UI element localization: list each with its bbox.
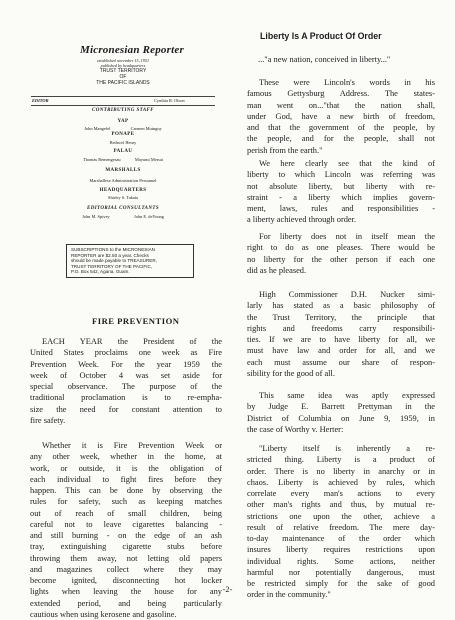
text-line: extended period, and being particularly: [30, 598, 222, 608]
text-line: This same idea was aptly expressed: [259, 391, 435, 400]
consultants-heading: EDITORIAL CONSULTANTS: [86, 206, 160, 212]
masthead-rule-bottom: [31, 105, 215, 106]
text-line: strictions one upon the other, achieve a: [247, 511, 435, 521]
text-line: under God, have a new birth of freedom,: [247, 111, 435, 121]
text-line: rights and freedoms carry responsibili-: [247, 323, 435, 333]
text-line: must have law and order for all, and we: [247, 346, 435, 356]
text-line: famous Gettysburg Address. The states-: [247, 89, 435, 99]
text-line: order in the community.": [247, 590, 331, 600]
text-line: to-day maintenance of the order which: [247, 534, 435, 543]
text-line: "Liberty itself is inherently a re-: [259, 444, 435, 453]
subscription-box: [66, 244, 194, 278]
text-line: size the need for constant attention to: [30, 404, 222, 414]
text-line: work, or outside, it is the obligation of: [30, 463, 222, 473]
liberty-paragraph-4: [247, 289, 435, 379]
text-line: cautious when using kerosene and gasoline.: [30, 609, 177, 619]
ponape-name: Bethwel Henry: [109, 140, 137, 146]
text-line: sibility for the good of all.: [247, 368, 335, 378]
text-line: District of Columbia on June 9, 1959, in: [247, 413, 435, 423]
yap-names: [31, 126, 215, 131]
text-line: stricted thing. Liberty is a product of: [247, 455, 435, 465]
text-line: High Commissioner D.H. Nucker simi-: [259, 290, 435, 299]
yap-name-1: John Mangefel: [84, 126, 111, 131]
masthead-info: [60, 58, 186, 86]
liberty-paragraph-5: [247, 390, 435, 435]
text-line: special observance. The purpose of the: [30, 382, 222, 391]
text-line: by Judge E. Barrett Prettyman in the: [247, 402, 435, 412]
yap-name-2: Carmen Mutnguy: [130, 126, 162, 131]
text-line: larly has stated as a basic philosophy of: [247, 301, 435, 311]
subscription-line: REPORTER are $2.50 a year. Checks: [71, 252, 149, 258]
text-line: each must assume our share of respon-: [247, 357, 435, 367]
subscription-line: TRUST TERRITORY OF THE PACIFIC,: [71, 263, 153, 269]
text-line: week of October 4 was set aside for: [30, 370, 222, 380]
hq-name: Shirley S. Takata: [108, 194, 138, 200]
ponape-heading: PONAPE: [111, 132, 135, 138]
text-line: individual rights. Some actions, neither: [247, 556, 435, 566]
text-line: lights when leaving the house for any: [30, 587, 222, 597]
text-line: and magazines collect where they may: [30, 564, 222, 574]
text-line: throwing them away, not letting old papers: [30, 553, 222, 563]
text-line: out of reach of small children, being: [30, 508, 222, 518]
text-line: each individual to fight fires before they: [30, 474, 222, 484]
subscription-line: P.O. Box 542, Agana, Guam.: [71, 269, 130, 275]
text-line: the people, and for the people, shall not: [247, 134, 435, 144]
text-line: and still burning - on the edge of an ash: [30, 531, 222, 540]
text-line: straint - a liberty which implies govern-: [247, 192, 435, 202]
palau-name-2: Mayumi Mersai: [134, 157, 164, 163]
text-line: be restricted simply for the sake of good: [247, 579, 435, 588]
liberty-paragraph-3: [247, 231, 435, 276]
editor-name: Cynthia R. Olson: [154, 98, 185, 103]
text-line: any other week, whether in the home, at: [30, 452, 222, 462]
text-line: For liberty does not in itself mean the: [259, 232, 435, 241]
text-line: order. There is no liberty in anarchy or in: [247, 466, 435, 476]
text-line: the Trust Territory, the principle that: [247, 312, 435, 322]
liberty-paragraph-1: [247, 77, 435, 156]
text-line: no liberty for the other person if each one: [247, 254, 435, 264]
text-line: did as he pleased.: [247, 265, 307, 275]
text-line: United States proclaims one week as Fire: [30, 348, 222, 358]
liberty-paragraph-6: [247, 443, 435, 601]
page-number: -2-: [222, 585, 233, 594]
text-line: liberty to which Lincoln was referring was: [247, 170, 435, 180]
subscription-line: SUBSCRIPTIONS to the MICRONESIAN: [71, 247, 155, 252]
text-line: the case of Worthy v. Herter:: [247, 424, 344, 434]
text-line: insures liberty requires restrictions upon: [247, 545, 435, 555]
text-line: man went on..."that the nation shall,: [247, 100, 435, 110]
text-line: traditional proclamation is to re-empha-: [30, 393, 222, 403]
consultant-2: John E. deYoung: [133, 214, 164, 220]
text-line: ment, laws, rules and responsibilities -: [247, 204, 435, 213]
text-line: fire safety.: [30, 415, 66, 425]
text-line: harmful nor potentially dangerous, must: [247, 567, 435, 577]
subscription-line: should be made payable to TREASURER,: [71, 258, 157, 264]
marshalls-name: Marshallese Administration Personnel: [89, 177, 157, 183]
text-line: result of relative freedom. The mere day-: [247, 522, 435, 532]
editor-label: EDITOR: [32, 98, 49, 103]
text-line: perish from the earth.": [247, 145, 323, 155]
text-line: correlate every man's actions to every: [247, 489, 435, 498]
palau-name-1: Thomas Remengesau: [82, 157, 121, 163]
text-line: EACH YEAR the President of the: [42, 337, 222, 346]
staff-heading: CONTRIBUTING STAFF: [91, 108, 155, 113]
text-line: right to do as one pleases. There would be: [247, 243, 435, 253]
established-line: established november 15, 1951: [96, 58, 150, 63]
text-line: Whether it is Fire Prevention Week or: [42, 441, 222, 450]
consultant-names: [31, 214, 215, 219]
text-line: These were Lincoln's words in his: [259, 78, 435, 87]
masthead-rule-top: [31, 96, 215, 97]
text-line: Prevention Week. For the year 1959 the: [30, 359, 222, 369]
consultant-1: John M. Spivey: [82, 214, 110, 220]
masthead-title: Micronesian Reporter: [80, 44, 184, 56]
text-line: become ignited, disconnecting hot locker: [30, 576, 222, 585]
staff-block: [31, 108, 215, 219]
published-line: published by headquarters: [100, 63, 146, 68]
marshalls-heading: MARSHALLS: [105, 167, 141, 173]
fire-paragraph-1: [30, 336, 222, 426]
text-line: tray, extinguishing cigarette stubs before: [30, 542, 222, 552]
yap-heading: YAP: [117, 119, 129, 124]
text-line: a liberty achieved through order.: [247, 215, 357, 225]
palau-heading: PALAU: [113, 149, 133, 155]
liberty-paragraph-2: [247, 158, 435, 226]
org-line-2: OF: [119, 74, 127, 80]
hq-heading: HEADQUARTERS: [99, 187, 147, 193]
fire-heading: FIRE PREVENTION: [92, 316, 180, 326]
text-line: other man's rights and thus, by mutual re-: [247, 500, 435, 510]
org-line-3: THE PACIFIC ISLANDS: [96, 80, 150, 86]
lincoln-quote: ..."a new nation, conceived in liberty...": [258, 55, 391, 64]
text-line: happen. This can be done by observing the: [30, 486, 222, 495]
text-line: and that the government of the people, by: [247, 123, 435, 132]
org-line-1: TRUST TERRITORY: [99, 68, 147, 74]
palau-names: [31, 157, 215, 162]
text-line: We here clearly see that the kind of: [259, 159, 435, 168]
text-line: not absolute liberty, but liberty with re-: [247, 181, 435, 191]
text-line: rules for safety, such as keeping matches: [30, 497, 222, 507]
text-line: careful not to leave cigarettes balancing -: [30, 519, 222, 529]
text-line: ties. If we are to have liberty for all, we: [247, 335, 435, 344]
liberty-heading: Liberty Is A Product Of Order: [260, 31, 382, 41]
text-line: chaos. Liberty is achieved by rules, which: [247, 477, 435, 487]
